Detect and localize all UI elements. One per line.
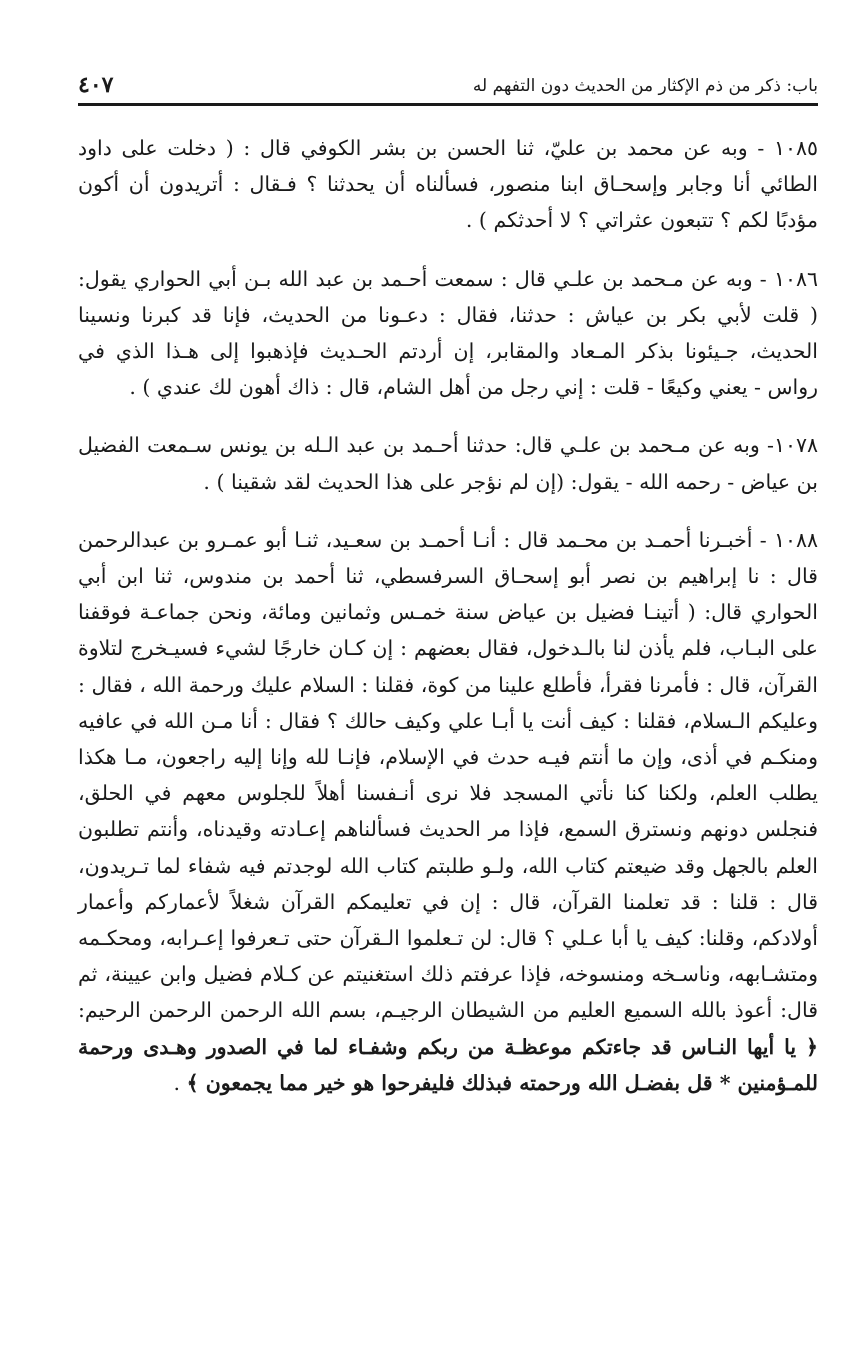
paragraph-text: ١٠٨٥ - وبه عن محمد بن عليّ، ثنا الحسن بن بشر الكوفي قال : ( دخلت على داود الطائي أنا وجابر وإسحـاق ابنا منصور، فسألناه أن يحدثنا ؟ فـقال : أتريدون أن أكون مؤدبًا لكم ؟ تتبعون عثراتي ؟ لا أحدثكم ) . xyxy=(78,136,818,233)
paragraph-text: ١٠٧٨- وبه عن مـحمد بن علـي قال: حدثنا أحـمد بن عبد الـله بن يونس سـمعت الفضيل بن عياض - رحمه الله - يقول: (إن لم نؤجر على هذا الحديث لقد شقينا ) . xyxy=(78,433,818,494)
header-rule xyxy=(78,103,818,106)
paragraph-1085 xyxy=(78,130,818,239)
paragraph-1078 xyxy=(78,427,818,499)
page-header xyxy=(78,70,818,100)
paragraph-1088 xyxy=(78,522,818,1101)
page-number: ٤٠٧ xyxy=(78,72,114,98)
paragraph-text: ١٠٨٨ - أخبـرنا أحمـد بن محـمد قال : أنـا أحمـد بن سعـيد، ثنـا أبو عمـرو بن عبدالرحمن قال : نا إبراهيم بن نصر أبو إسحـاق السرفسطي، ثنا أحمد بن مندوس، ثنا ابن أبي الحواري قال: ( أتينـا فضيل بن عياض سنة خمـس وثمانين ومائة، ونحن جماعـة فوقفنا على البـاب، فلم يأذن لنا بالـدخول، فقال بعضهم : إن كـان خارجًا لشيء فسيـخرج لتلاوة القرآن، قال : فأمرنا فقرأ، فأطلع علينا من كوة، فقلنا : السلام عليك ورحمة الله ، فقال : وعليكم الـسلام، فقلنا : كيف أنت يا أبـا علي وكيف حالك ؟ فقال : أنا مـن الله في عافيه ومنكـم في أذى، وإن ما أنتم فيـه حدث في الإسلام، فإنـا لله وإنا إليه راجعون، مـا هكذا يطلب العلم، ولكنا كنا نأتي المسجد فلا نرى أنـفسنا أهلاً للجلوس معهم في الحلق، فنجلس دونهم ونسترق السمع، فإذا مر الحديث فسألناهم إعـادته وقيدناه، وأنتم تطلبون العلم بالجهل وقد ضيعتم كتاب الله، ولـو طلبتم كتاب الله لوجدتم فيه شفاء لما تـريدون، قال : قلنا : قد تعلمنا القرآن، قال : إن في تعليمكم القرآن شغلاً لأعماركم وأعمار أولادكم، وقلنا: كيف يا أبا عـلي ؟ قال: لن تـعلموا الـقرآن حتى تـعرفوا إعـرابه، ومحكـمه ومتشـابهه، وناسـخه ومنسوخه، فإذا عرفتم ذلك استغنيتم عن كـلام فضيل وابن عيينة، ثم قال: أعوذ بالله السميع العليم من الشيطان الرجيـم، بسم الله الرحمن الرحمن الرحيم: xyxy=(78,527,818,1023)
paragraph-1086 xyxy=(78,261,818,406)
quran-verse: ﴿ يا أيها النـاس قد جاءتكم موعظـة من ربكم وشفـاء لما في الصدور وهـدى ورحمة للمـؤمنين * قل بفضـل الله ورحمته فبذلك فليفرحوا هو خير مما يجمعون ﴾ xyxy=(78,1034,818,1095)
paragraph-text: ١٠٨٦ - وبه عن مـحمد بن علـي قال : سمعت أحـمد بن عبد الله بـن أبي الحواري يقول: ( قلت لأبي بكر بن عياش : حدثنا، فقال : دعـونا من الحديث، فإنا قد كبرنا ونسينا الحديث، جـيئونا بذكر المـعاد والمقابر، إن أردتم الحـديث فإذهبوا إلى هـذا الذي في رواس - يعني وكيعًا - قلت : إني رجل من أهل الشام، قال : ذاك أهون لك عندي ) . xyxy=(78,266,818,400)
page-body xyxy=(78,130,818,1123)
running-title: باب: ذكر من ذم الإكثار من الحديث دون التفهم له xyxy=(472,76,818,96)
paragraph-end: . xyxy=(173,1070,187,1095)
